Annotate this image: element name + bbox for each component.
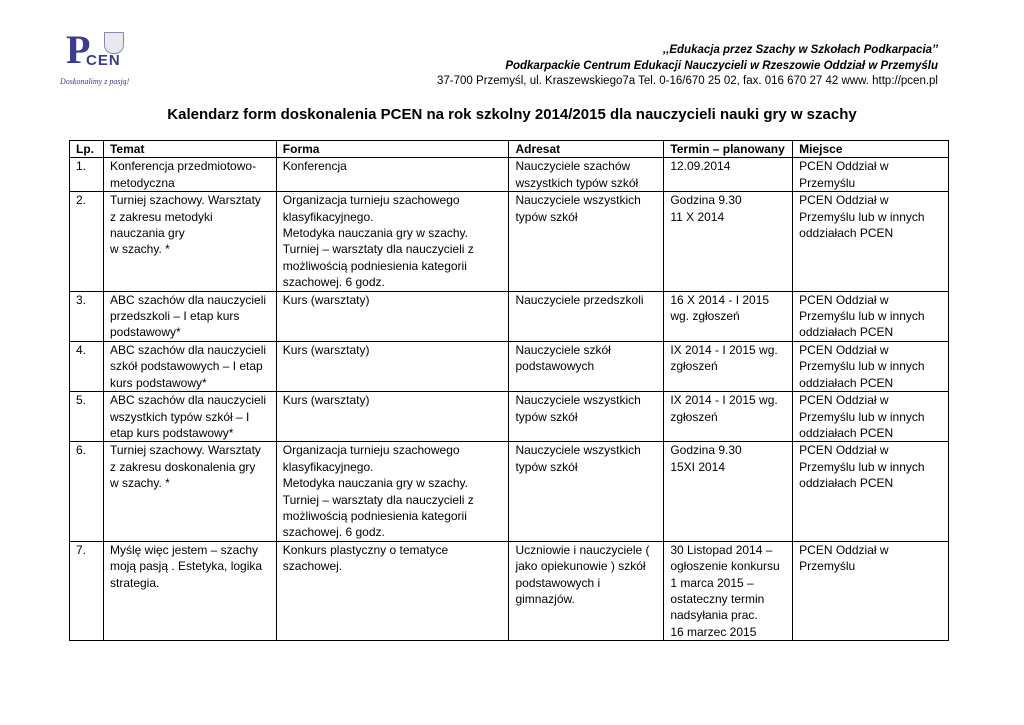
cell-adresat: Nauczyciele wszystkich typów szkół xyxy=(509,392,664,442)
logo-letter-p: P xyxy=(66,27,91,72)
cell-termin: Godzina 9.30 11 X 2014 xyxy=(664,192,793,291)
header-project-name: ,,Edukacja przez Szachy w Szkołach Podkarpacia’’ xyxy=(662,44,938,56)
cell-miejsce: PCEN Oddział w Przemyślu lub w innych oddziałach PCEN xyxy=(793,192,949,291)
header-adresat: Adresat xyxy=(509,141,664,158)
table-row xyxy=(70,291,949,341)
cell-lp: 7. xyxy=(70,541,104,640)
cell-adresat: Nauczyciele szachów wszystkich typów szkół xyxy=(509,158,664,192)
cell-temat: ABC szachów dla nauczycieli szkół podstawowych – I etap kurs podstawowy* xyxy=(103,341,276,391)
cell-forma: Kurs (warsztaty) xyxy=(276,341,509,391)
table-row xyxy=(70,392,949,442)
cell-forma: Kurs (warsztaty) xyxy=(276,392,509,442)
cell-adresat: Nauczyciele wszystkich typów szkół xyxy=(509,192,664,291)
header-termin: Termin – planowany xyxy=(664,141,793,158)
cell-miejsce: PCEN Oddział w Przemyślu xyxy=(793,541,949,640)
table-row xyxy=(70,192,949,291)
cell-forma: Organizacja turnieju szachowego klasyfikacyjnego. Metodyka nauczania gry w szachy. Turniej – warsztaty dla nauczycieli z możliwością podniesienia kategorii szachowej. 6 godz. xyxy=(276,192,509,291)
cell-miejsce: PCEN Oddział w Przemyślu lub w innych oddziałach PCEN xyxy=(793,341,949,391)
cell-termin: 16 X 2014 - I 2015 wg. zgłoszeń xyxy=(664,291,793,341)
cell-lp: 5. xyxy=(70,392,104,442)
document-title: Kalendarz form doskonalenia PCEN na rok szkolny 2014/2015 dla nauczycieli nauki gry w szachy xyxy=(167,106,857,123)
cell-termin: IX 2014 - I 2015 wg. zgłoszeń xyxy=(664,392,793,442)
table-row xyxy=(70,442,949,541)
cell-termin: 30 Listopad 2014 – ogłoszenie konkursu 1 marca 2015 – ostateczny termin nadsyłania prac. 16 marzec 2015 xyxy=(664,541,793,640)
cell-temat: Myślę więc jestem – szachy moją pasją . Estetyka, logika strategia. xyxy=(103,541,276,640)
cell-temat: Konferencja przedmiotowo- metodyczna xyxy=(103,158,276,192)
cell-adresat: Nauczyciele szkół podstawowych xyxy=(509,341,664,391)
table-row xyxy=(70,541,949,640)
table-header-row xyxy=(70,141,949,158)
cell-termin: Godzina 9.30 15XI 2014 xyxy=(664,442,793,541)
cell-lp: 6. xyxy=(70,442,104,541)
logo-letters-cen: CEN xyxy=(86,52,121,69)
pcen-logo xyxy=(60,27,130,90)
cell-temat: ABC szachów dla nauczycieli wszystkich typów szkół – I etap kurs podstawowy* xyxy=(103,392,276,442)
header-lp: Lp. xyxy=(70,141,104,158)
cell-adresat: Nauczyciele wszystkich typów szkół xyxy=(509,442,664,541)
header-temat: Temat xyxy=(103,141,276,158)
cell-temat: ABC szachów dla nauczycieli przedszkoli – I etap kurs podstawowy* xyxy=(103,291,276,341)
cell-termin: 12.09.2014 xyxy=(664,158,793,192)
logo-mark xyxy=(64,27,121,72)
cell-forma: Kurs (warsztaty) xyxy=(276,291,509,341)
crest-icon xyxy=(104,32,124,54)
cell-forma: Konferencja xyxy=(276,158,509,192)
header-address: 37-700 Przemyśl, ul. Kraszewskiego7a Tel. 0-16/670 25 02, fax. 016 670 27 42 www. http://pcen.pl xyxy=(437,75,938,87)
logo-tagline: Doskonalimy z pasją! xyxy=(60,77,130,86)
cell-lp: 3. xyxy=(70,291,104,341)
cell-miejsce: PCEN Oddział w Przemyślu lub w innych oddziałach PCEN xyxy=(793,291,949,341)
cell-lp: 1. xyxy=(70,158,104,192)
training-calendar-table xyxy=(69,140,949,641)
header-institution: Podkarpackie Centrum Edukacji Nauczycieli w Rzeszowie Oddział w Przemyślu xyxy=(505,60,938,72)
cell-forma: Konkurs plastyczny o tematyce szachowej. xyxy=(276,541,509,640)
cell-termin: IX 2014 - I 2015 wg. zgłoszeń xyxy=(664,341,793,391)
table-row xyxy=(70,341,949,391)
header-forma: Forma xyxy=(276,141,509,158)
cell-adresat: Nauczyciele przedszkoli xyxy=(509,291,664,341)
cell-miejsce: PCEN Oddział w Przemyślu xyxy=(793,158,949,192)
table-row xyxy=(70,158,949,192)
cell-forma: Organizacja turnieju szachowego klasyfikacyjnego. Metodyka nauczania gry w szachy. Turniej – warsztaty dla nauczycieli z możliwością podniesienia kategorii szachowej. 6 godz. xyxy=(276,442,509,541)
header-miejsce: Miejsce xyxy=(793,141,949,158)
cell-lp: 4. xyxy=(70,341,104,391)
cell-temat: Turniej szachowy. Warsztaty z zakresu doskonalenia gry w szachy. * xyxy=(103,442,276,541)
cell-adresat: Uczniowie i nauczyciele ( jako opiekunowie ) szkół podstawowych i gimnazjów. xyxy=(509,541,664,640)
cell-lp: 2. xyxy=(70,192,104,291)
cell-miejsce: PCEN Oddział w Przemyślu lub w innych oddziałach PCEN xyxy=(793,442,949,541)
cell-miejsce: PCEN Oddział w Przemyślu lub w innych oddziałach PCEN xyxy=(793,392,949,442)
cell-temat: Turniej szachowy. Warsztaty z zakresu metodyki nauczania gry w szachy. * xyxy=(103,192,276,291)
